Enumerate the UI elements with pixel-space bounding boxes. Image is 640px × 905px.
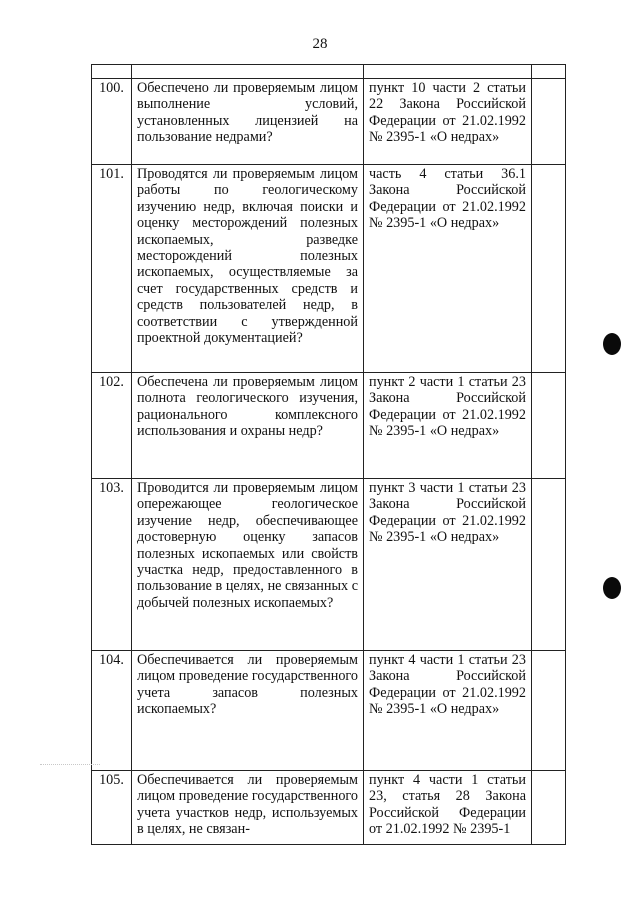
header-cell: [364, 65, 532, 79]
table-row: [92, 479, 566, 651]
table-row: [92, 165, 566, 373]
header-cell: [92, 65, 132, 79]
checklist-table: [91, 64, 566, 845]
margin-scan-mark: [40, 764, 100, 765]
header-cell: [532, 65, 566, 79]
table-header-strip: [92, 65, 566, 79]
table-row: [92, 651, 566, 771]
row-answer-cell: [532, 479, 566, 651]
row-question: Обеспечивается ли проверяемым лицом проведение государственного учета участков недр, используемых в целях, не связан-: [132, 771, 364, 845]
row-number: 104.: [92, 651, 132, 771]
row-answer-cell: [532, 165, 566, 373]
row-question: Обеспечивается ли проверяемым лицом проведение государственного учета запасов полезных ископаемых?: [132, 651, 364, 771]
punch-hole-mark: [603, 577, 621, 599]
table-row: [92, 373, 566, 479]
row-reference: пункт 10 части 2 статьи 22 Закона Российской Федерации от 21.02.1992 № 2395-1 «О недрах»: [364, 79, 532, 165]
row-number: 103.: [92, 479, 132, 651]
row-reference: пункт 3 части 1 статьи 23 Закона Российской Федерации от 21.02.1992 № 2395-1 «О недрах»: [364, 479, 532, 651]
table-row: [92, 79, 566, 165]
row-question: Проводится ли проверяемым лицом опережающее геологическое изучение недр, обеспечивающее достоверную оценку запасов полезных ископаемых или свойств участка недр, предоставленного в пользование в целях, не связанных с добычей полезных ископаемых?: [132, 479, 364, 651]
row-number: 100.: [92, 79, 132, 165]
row-answer-cell: [532, 771, 566, 845]
row-question: Проводятся ли проверяемым лицом работы по геологическому изучению недр, включая поиски и оценку месторождений полезных ископаемых, разведке месторождений полезных ископаемых, осуществляемые за счет государственных средств и средств пользователей недр, в соответствии с утвержденной проектной документацией?: [132, 165, 364, 373]
row-reference: часть 4 статьи 36.1 Закона Российской Федерации от 21.02.1992 № 2395-1 «О недрах»: [364, 165, 532, 373]
row-answer-cell: [532, 79, 566, 165]
page-number: 28: [312, 36, 328, 52]
punch-hole-mark: [603, 333, 621, 355]
row-number: 102.: [92, 373, 132, 479]
row-reference: пункт 2 части 1 статьи 23 Закона Российской Федерации от 21.02.1992 № 2395-1 «О недрах»: [364, 373, 532, 479]
header-cell: [132, 65, 364, 79]
row-reference: пункт 4 части 1 статьи 23 Закона Российской Федерации от 21.02.1992 № 2395-1 «О недрах»: [364, 651, 532, 771]
table-row: [92, 771, 566, 845]
row-number: 101.: [92, 165, 132, 373]
row-question: Обеспечена ли проверяемым лицом полнота геологического изучения, рационального комплексного использования и охраны недр?: [132, 373, 364, 479]
row-answer-cell: [532, 651, 566, 771]
row-answer-cell: [532, 373, 566, 479]
row-reference: пункт 4 части 1 статьи 23, статья 28 Закона Российской Федерации от 21.02.1992 № 2395-1: [364, 771, 532, 845]
row-question: Обеспечено ли проверяемым лицом выполнение условий, установленных лицензией на пользование недрами?: [132, 79, 364, 165]
row-number: 105.: [92, 771, 132, 845]
